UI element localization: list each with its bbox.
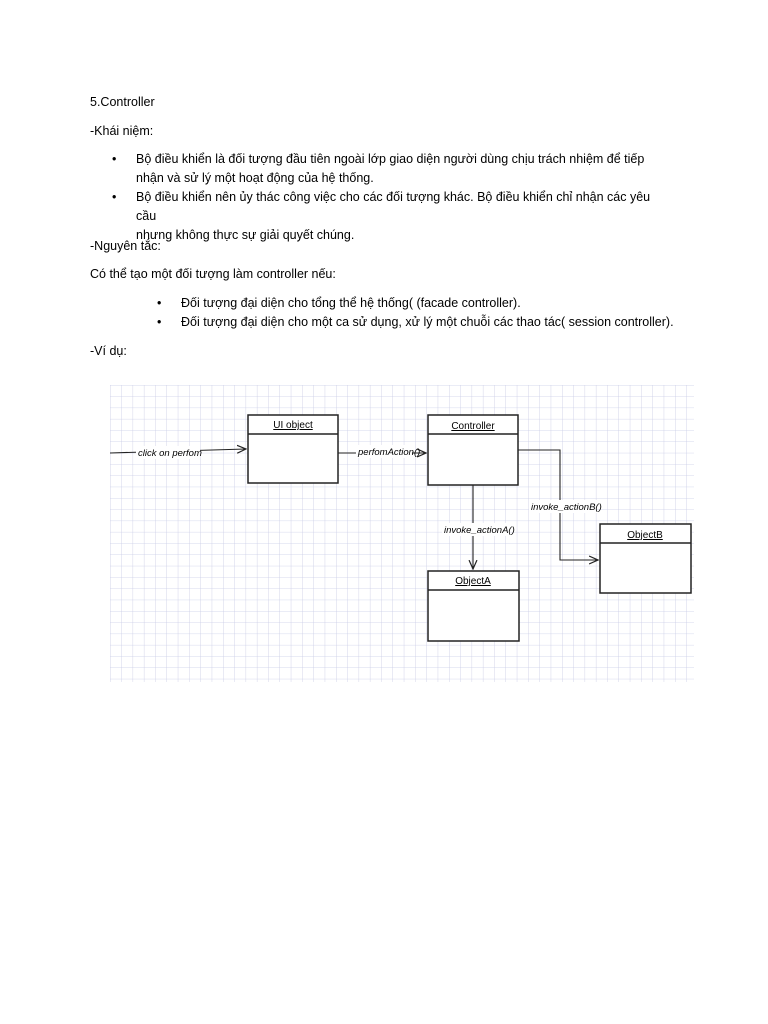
concept-bullet-list	[112, 150, 672, 245]
concept-label: -Khái niệm:	[90, 124, 154, 138]
bullet-icon: •	[112, 152, 117, 166]
list-item-text: Đối tượng đại diện cho tổng thể hệ thống( (facade controller).	[181, 296, 521, 310]
list-item	[112, 150, 672, 188]
perform-action-label: perfomAction()	[358, 447, 421, 458]
list-item-text: nhận và sử lý một hoạt động của hệ thống.	[136, 171, 374, 185]
ui-object-label: UI object	[273, 420, 313, 431]
list-item	[157, 313, 717, 332]
invoke-b-label: invoke_actionB()	[531, 502, 602, 513]
list-item	[157, 294, 717, 313]
example-label: -Ví dụ:	[90, 344, 127, 358]
principle-bullet-list	[157, 294, 717, 332]
principle-intro: Có thể tạo một đối tượng làm controller nếu:	[90, 267, 336, 281]
list-item	[112, 188, 672, 245]
bullet-icon: •	[157, 315, 162, 329]
list-item-text: nhưng không thực sự giải quyết chúng.	[136, 228, 355, 242]
controller-label: Controller	[451, 421, 495, 432]
invoke-a-label: invoke_actionA()	[444, 525, 515, 536]
list-item-text: Đối tượng đại diện cho một ca sử dụng, xử lý một chuỗi các thao tác( session controller).	[181, 315, 674, 329]
uml-diagram-svg	[110, 385, 694, 682]
principle-label: -Nguyên tắc:	[90, 239, 161, 253]
list-item-text: Bộ điều khiển là đối tượng đầu tiên ngoài lớp giao diện người dùng chịu trách nhiệm để tiếp	[136, 152, 645, 166]
bullet-icon: •	[157, 296, 162, 310]
uml-diagram	[110, 385, 694, 682]
bullet-icon: •	[112, 190, 117, 204]
section-heading: 5.Controller	[90, 95, 155, 109]
list-item-text: Bộ điều khiển nên ủy thác công việc cho các đối tượng khác. Bộ điều khiển chỉ nhận các yêu cầu	[136, 190, 651, 223]
object-a-label: ObjectA	[455, 576, 491, 587]
click-label: click on perfom	[138, 448, 202, 459]
object-b-label: ObjectB	[627, 530, 663, 541]
